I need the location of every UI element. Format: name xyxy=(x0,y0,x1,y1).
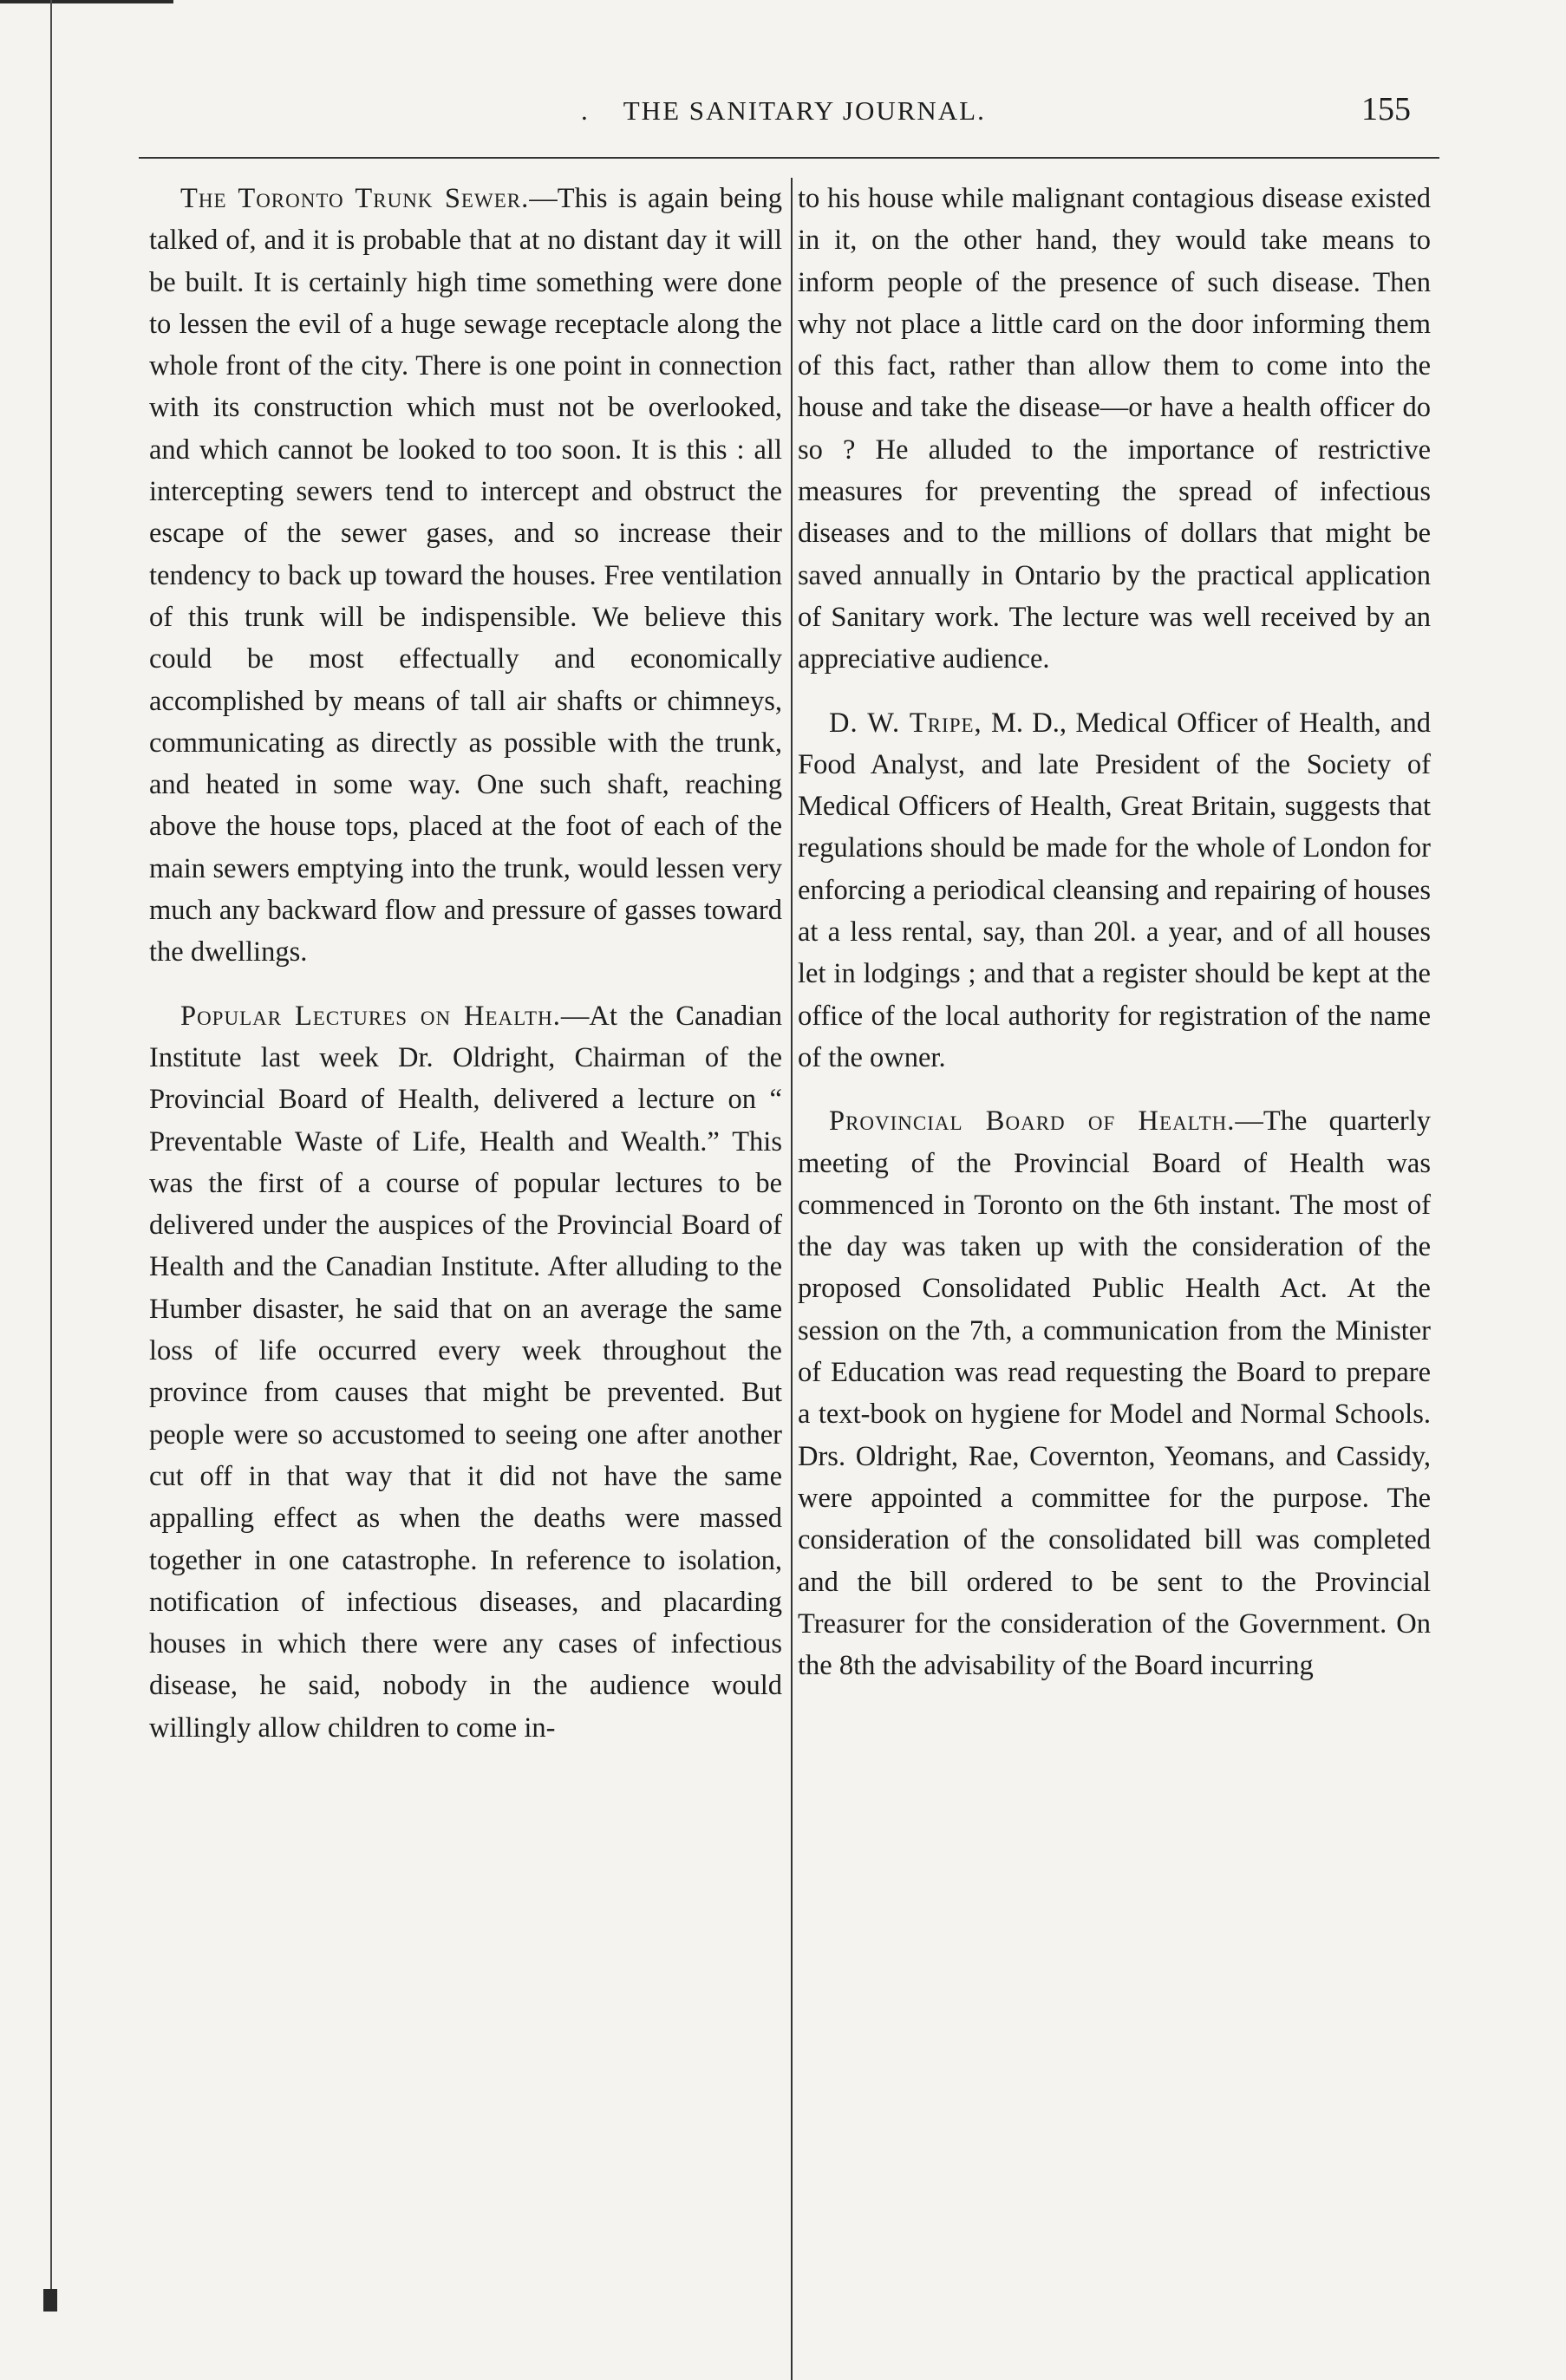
article-tripe xyxy=(798,702,1431,1079)
article-heading: Popular Lectures on Health. xyxy=(180,1000,561,1032)
running-title-dot: . xyxy=(581,95,590,126)
page-number: 155 xyxy=(1361,91,1411,127)
column-rule xyxy=(791,178,793,2380)
article-provincial-board xyxy=(798,1100,1431,1686)
article-toronto-trunk-sewer xyxy=(149,178,782,974)
article-continuation: to his house while malignant contagious disease existed in it, on the other hand, they would take means to inform people of the presence of such disease. Then why not place a little card on the door informing them of this fact, rather than allow them to come into the house and take the disease—or have a health officer do so ? He alluded to the importance of restrictive measures for preventing the spread of infectious diseases and to the millions of dollars that might be saved annually in Ontario by the practical application of Sanitary work. The lecture was well received by an appreciative audience. xyxy=(798,183,1431,675)
article-body: —The quarterly meeting of the Provincial Board of Health was commenced in Toronto on the 6th instant. The most of the day was taken up with the consideration of the proposed Consolidated Public Health Act. At the session on the 7th, a communication from the Minister of Education was read requesting the Board to prepare a text-book on hygiene for Model and Normal Schools. Drs. Oldright, Rae, Covernton, Yeomans, and Cassidy, were appointed a committee for the purpose. The consideration of the consolidated bill was completed and the bill ordered to be sent to the Provincial Treasurer for the consideration of the Government. On the 8th the advisability of the Board incurring xyxy=(798,1105,1431,1682)
article-heading: The Toronto Trunk Sewer. xyxy=(180,183,530,214)
page-header xyxy=(0,91,1566,139)
article-popular-lectures xyxy=(149,995,782,1749)
article-body: —At the Canadian Institute last week Dr. Oldright, Chairman of the Provincial Board of Health, delivered a lecture on “ Preventable Waste of Life, Health and Wealth.” This was the first of a course of popular lectures to be delivered under the auspices of the Provincial Board of Health and the Canadian Institute. After alluding to the Humber disaster, he said that on an average the same loss of life occurred every week throughout the province from causes that might be prevented. But people were so accustomed to seeing one after another cut off in that way that it did not have the same appalling effect as when the deaths were massed together in one catastrophe. In reference to isolation, notification of infectious diseases, and placarding houses in which there were any cases of infectious disease, he said, nobody in the audience would willingly allow children to come in- xyxy=(149,1000,783,1744)
left-column xyxy=(149,178,782,1770)
running-title xyxy=(581,95,986,127)
article-body: M. D., Medical Officer of Health, and Food Analyst, and late President of the Society of Medical Officers of Health, Great Britain, suggests that regulations should be made for the whole of London for enforcing a periodical cleansing and repairing of houses at a less rental, say, than 20l. a year, and of all houses let in lodgings ; and that a register should be kept at the office of the local authority for registration of the name of the owner. xyxy=(798,707,1431,1073)
article-heading: Provincial Board of Health. xyxy=(829,1105,1236,1138)
right-column xyxy=(798,178,1431,1708)
header-rule xyxy=(139,157,1439,159)
article-heading: D. W. Tripe, xyxy=(829,707,982,739)
article-body: —This is again being talked of, and it is probable that at no distant day it will be built. It is certainly high time something were done to lessen the evil of a huge sewage receptacle along the whole front of the city. There is one point in connection with its construction which must not be overlooked, and which cannot be looked to too soon. It is this : all intercepting sewers tend to intercept and obstruct the escape of the sewer gases, and so increase their tendency to back up toward the houses. Free ventilation of this trunk will be indispensible. We believe this could be most effectually and economically accomplished by means of tall air shafts or chimneys, communicating as directly as possible with the trunk, and heated in some way. One such shaft, reaching above the house tops, placed at the foot of each of the main sewers emptying into the trunk, would lessen very much any backward flow and pressure of gasses toward the dwellings. xyxy=(149,183,782,968)
binding-top-edge xyxy=(0,0,173,3)
binding-notch xyxy=(43,2289,57,2312)
binding-edge xyxy=(50,0,52,2312)
running-title-text: THE SANITARY JOURNAL. xyxy=(623,95,986,126)
